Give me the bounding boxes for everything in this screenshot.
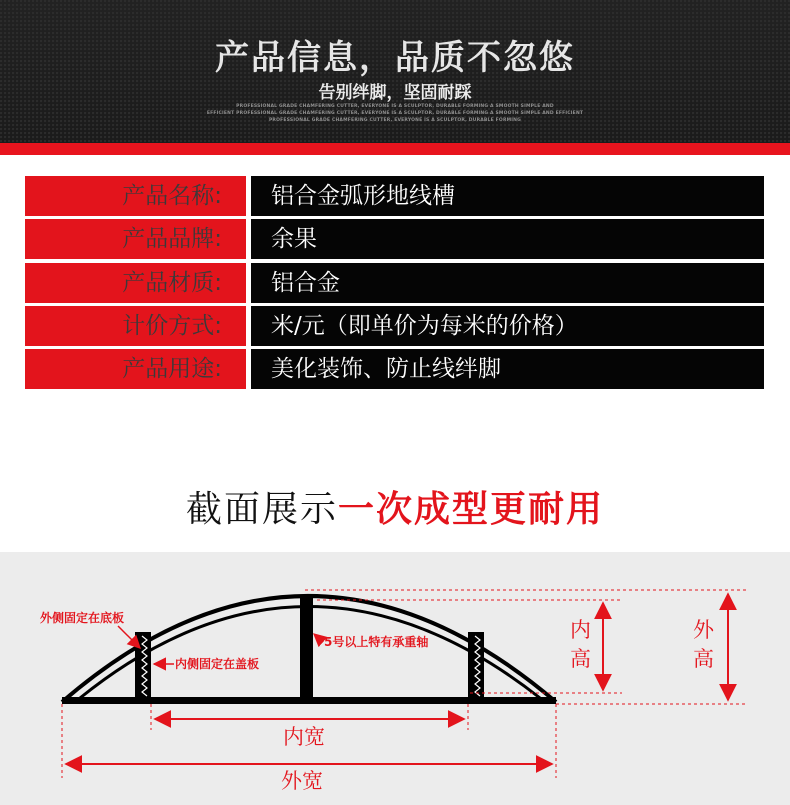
label-outer-height-1: 外 (693, 618, 714, 642)
info-label: 产品名称: (25, 176, 246, 216)
info-value: 铝合金 (251, 263, 764, 303)
info-value: 美化装饰、防止线绊脚 (251, 349, 764, 389)
profile-left-wall (135, 632, 151, 700)
label-outer-height-2: 高 (693, 647, 714, 671)
banner-subtitle: 告别绊脚，坚固耐踩 (318, 83, 472, 103)
profile-right-wall (468, 632, 484, 700)
info-label: 产品材质: (25, 263, 246, 303)
info-value: 铝合金弧形地线槽 (251, 176, 764, 216)
banner-fine-print-1: PROFESSIONAL GRADE CHAMFERING CUTTER, EVERYONE IS A SCULPTOR, DURABLE FORMING A SMOOTH SIMPLE AND (236, 104, 554, 109)
info-label: 产品品牌: (25, 219, 246, 259)
profile-center-post (300, 597, 313, 701)
label-outer-fixed: 外侧固定在底板 (40, 611, 125, 625)
label-outer-width: 外宽 (281, 769, 323, 793)
info-label: 产品用途: (25, 349, 246, 389)
section-title-highlight: 一次成型更耐用 (338, 489, 605, 530)
label-inner-fixed: 内侧固定在盖板 (175, 657, 260, 671)
label-inner-width: 内宽 (283, 725, 325, 749)
label-inner-height-2: 高 (570, 647, 591, 671)
info-value: 米/元（即单价为每米的价格） (251, 306, 764, 346)
leader-bearing (314, 634, 323, 642)
label-bearing: 5号以上特有承重轴 (324, 635, 429, 649)
banner-fine-print-3: PROFESSIONAL GRADE CHAMFERING CUTTER, EVERYONE IS A SCULPTOR, DURABLE FORMING (268, 118, 522, 123)
info-label: 计价方式: (25, 306, 246, 346)
section-title-plain: 截面展示 (185, 489, 338, 530)
banner-title: 产品信息，品质不忽悠 (215, 38, 575, 78)
banner-fine-print-2: EFFICIENT PROFESSIONAL GRADE CHAMFERING CUTTER, EVERYONE IS A SCULPTOR, DURABLE FORMING A SMOOTH SIMPLE AND EFFICIENT (206, 111, 584, 116)
label-inner-height-1: 内 (570, 618, 591, 642)
info-value: 余果 (251, 219, 764, 259)
